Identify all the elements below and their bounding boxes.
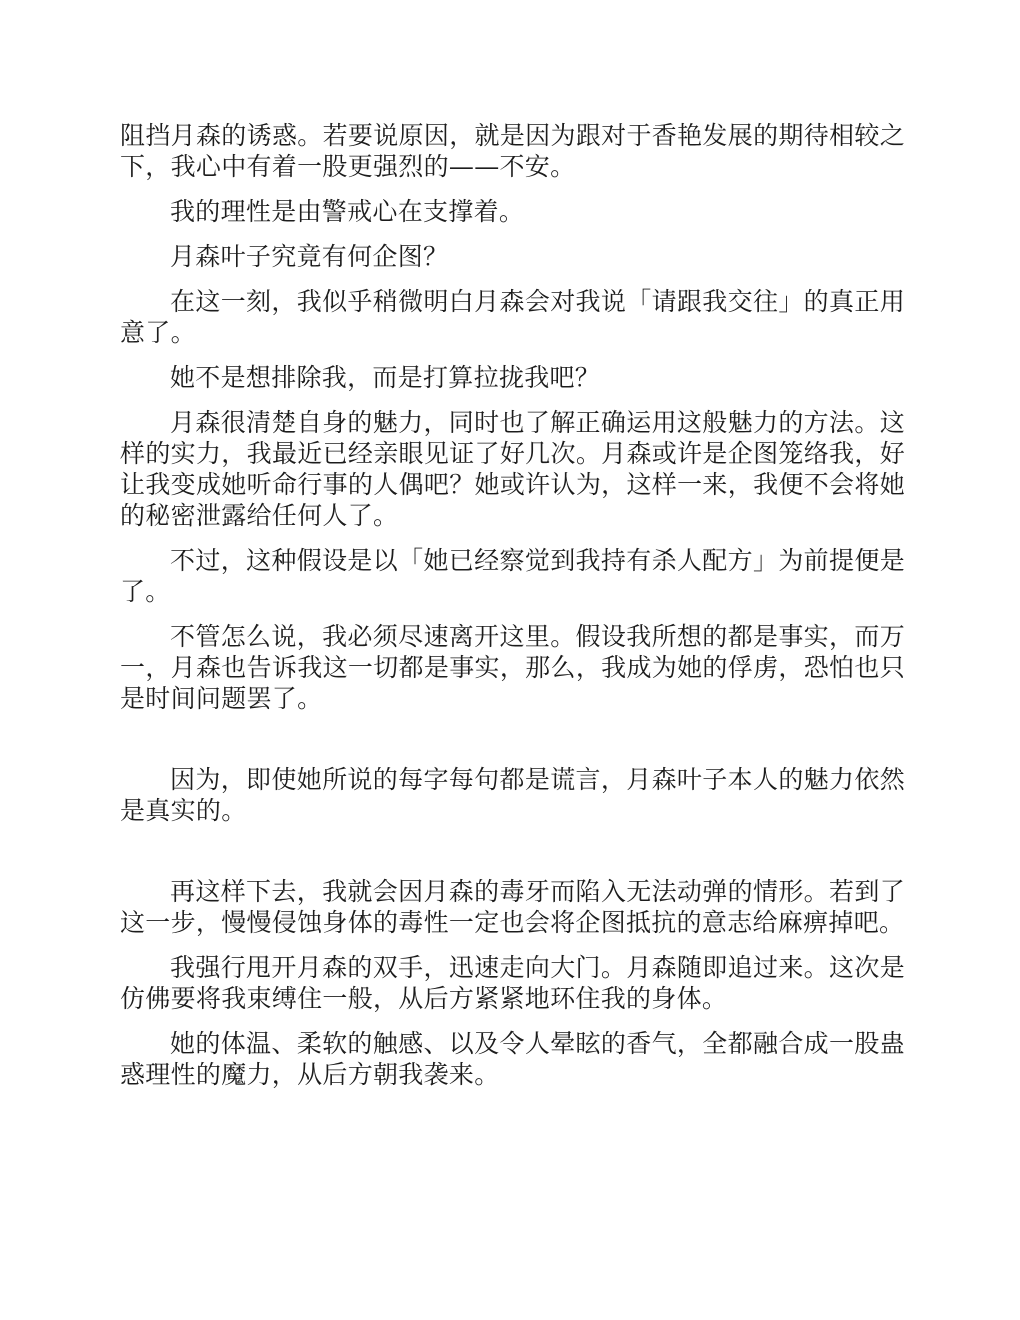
paragraph: 不管怎么说，我必须尽速离开这里。假设我所想的都是事实，而万一，月森也告诉我这一切都是事实，那么，我成为她的俘虏，恐怕也只是时间问题罢了。: [120, 622, 905, 713]
paragraph: 我的理性是由警戒心在支撑着。: [170, 197, 525, 226]
paragraph: 阻挡月森的诱惑。若要说原因，就是因为跟对于香艳发展的期待相较之下，我心中有着一股更强烈的——不安。: [120, 121, 905, 181]
paragraph: 不过，这种假设是以「她已经察觉到我持有杀人配方」为前提便是了。: [120, 546, 905, 606]
paragraph: 我强行甩开月森的双手，迅速走向大门。月森随即追过来。这次是仿佛要将我束缚住一般，从后方紧紧地环住我的身体。: [120, 953, 905, 1013]
paragraph: 她的体温、柔软的触感、以及令人晕眩的香气，全都融合成一股蛊惑理性的魔力，从后方朝我袭来。: [120, 1029, 905, 1089]
paragraph: 再这样下去，我就会因月森的毒牙而陷入无法动弹的情形。若到了这一步，慢慢侵蚀身体的毒性一定也会将企图抵抗的意志给麻痹掉吧。: [120, 877, 905, 937]
paragraph: 她不是想排除我，而是打算拉拢我吧？: [170, 363, 601, 392]
paragraph: 月森叶子究竟有何企图？: [170, 242, 449, 271]
page-content: [120, 120, 905, 1090]
paragraph: 在这一刻，我似乎稍微明白月森会对我说「请跟我交往」的真正用意了。: [120, 287, 905, 347]
paragraph: 月森很清楚自身的魅力，同时也了解正确运用这般魅力的方法。这样的实力，我最近已经亲眼见证了好几次。月森或许是企图笼络我，好让我变成她听命行事的人偶吧？她或许认为，这样一来，我便不会将她的秘密泄露给任何人了。: [120, 408, 905, 530]
paragraph: 因为，即使她所说的每字每句都是谎言，月森叶子本人的魅力依然是真实的。: [120, 765, 905, 825]
